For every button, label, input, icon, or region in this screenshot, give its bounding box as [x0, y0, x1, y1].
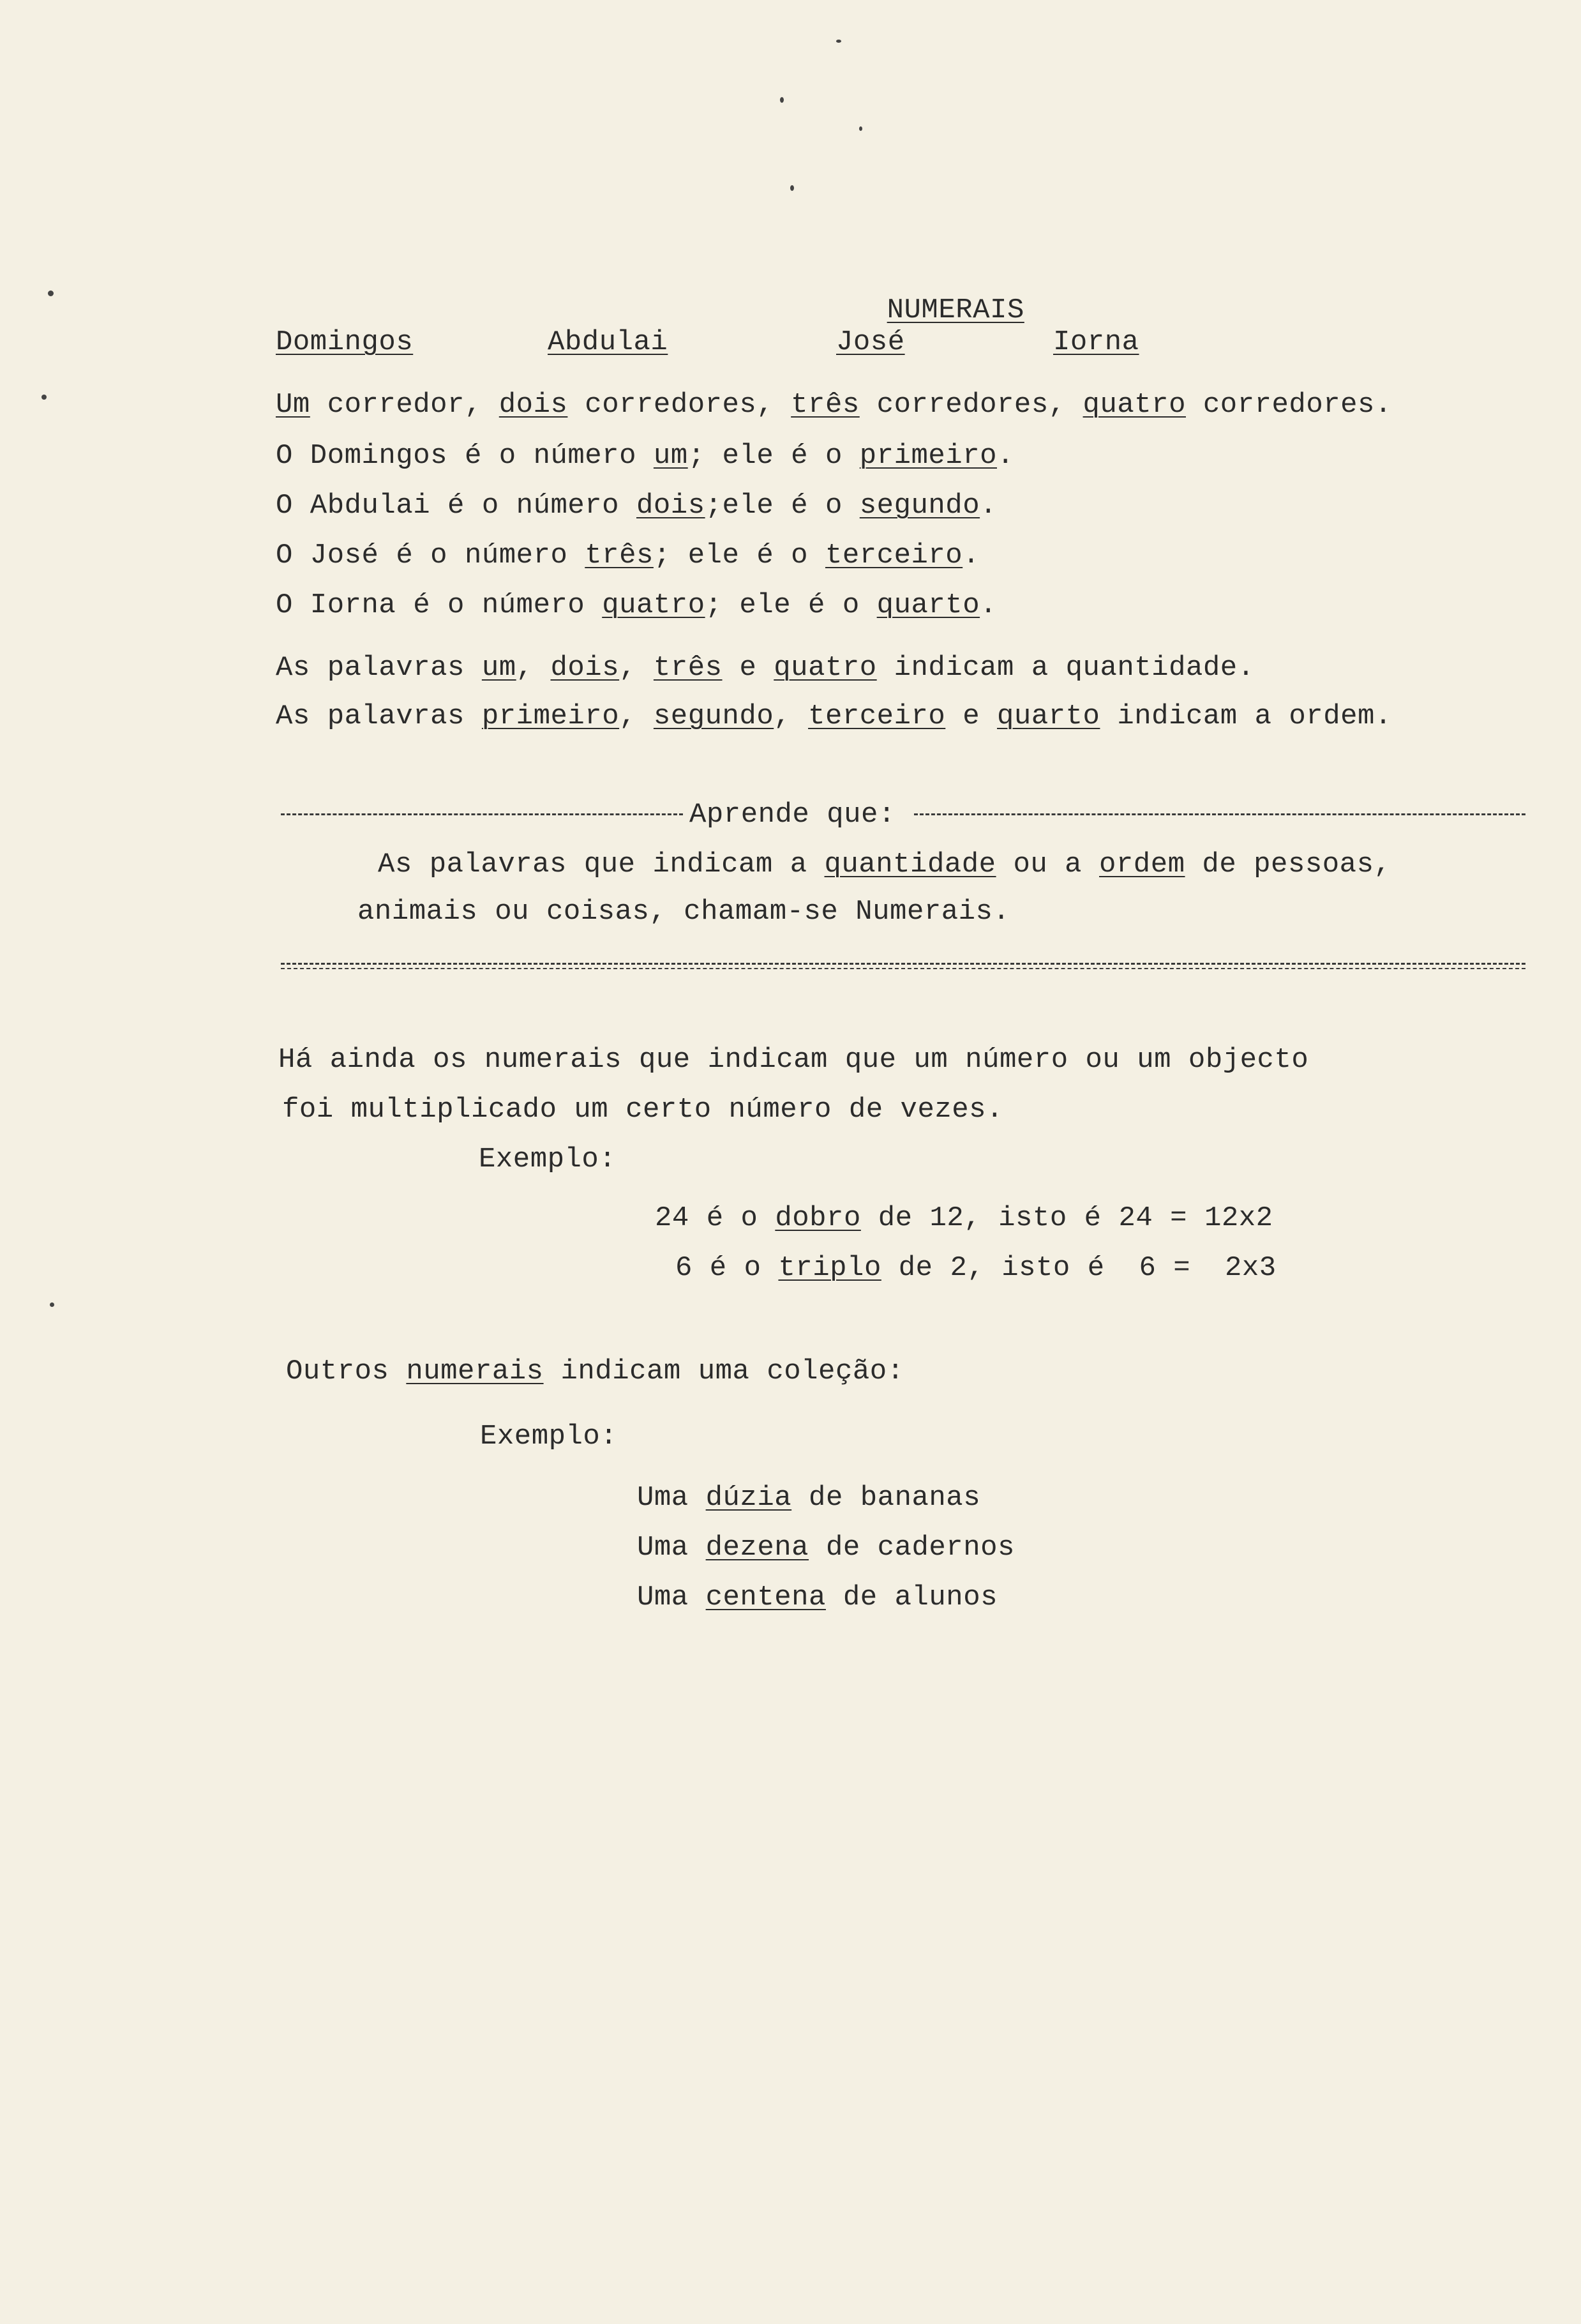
speck-mark: [790, 185, 794, 191]
speck-mark: [41, 395, 47, 400]
name-iorna: Iorna: [1053, 326, 1139, 358]
divider-right: [914, 813, 1525, 815]
sentence-iorna: O Iorna é o número quatro; ele é o quarto.: [276, 589, 998, 621]
speck-mark: [836, 40, 841, 43]
name-jose: José: [836, 326, 905, 358]
example-triplo: 6 é o triplo de 2, isto é 6 = 2x3: [675, 1252, 1277, 1284]
divider-left: [281, 813, 683, 815]
paragraph-multiplicativos-1: Há ainda os numerais que indicam que um número ou um objecto: [278, 1044, 1309, 1076]
aprende-label: Aprende que:: [689, 799, 895, 831]
sentence-abdulai: O Abdulai é o número dois;ele é o segundo.: [276, 490, 998, 522]
sentence-jose: O José é o número três; ele é o terceiro.: [276, 540, 980, 571]
sentence-quantidade: As palavras um, dois, três e quatro indicam a quantidade.: [276, 652, 1255, 684]
speck-mark: [780, 97, 784, 103]
sentence-corredores: Um corredor, dois corredores, três corredores, quatro corredores.: [276, 389, 1392, 421]
exemplo-label: Exemplo:: [479, 1143, 617, 1175]
sentence-ordem: As palavras primeiro, segundo, terceiro e quarto indicam a ordem.: [276, 700, 1392, 732]
name-domingos: Domingos: [276, 326, 414, 358]
sentence-domingos: O Domingos é o número um; ele é o primeiro.: [276, 440, 1014, 472]
paragraph-colecao: Outros numerais indicam uma coleção:: [286, 1355, 904, 1387]
rule-line-1: As palavras que indicam a quantidade ou a ordem de pessoas,: [378, 849, 1391, 880]
divider-bottom-2: [281, 968, 1525, 969]
divider-bottom: [281, 963, 1525, 965]
paragraph-multiplicativos-2: foi multiplicado um certo número de vezes.: [282, 1094, 1003, 1126]
exemplo-label-2: Exemplo:: [480, 1421, 618, 1452]
example-duzia: Uma dúzia de bananas: [637, 1482, 981, 1514]
rule-line-2: animais ou coisas, chamam-se Numerais.: [357, 896, 1010, 928]
page-title: NUMERAIS: [887, 294, 1024, 326]
name-abdulai: Abdulai: [548, 326, 668, 358]
example-dezena: Uma dezena de cadernos: [637, 1532, 1015, 1564]
speck-mark: [859, 126, 862, 131]
example-centena: Uma centena de alunos: [637, 1581, 998, 1613]
example-dobro: 24 é o dobro de 12, isto é 24 = 12x2: [655, 1202, 1273, 1234]
speck-mark: [48, 290, 54, 296]
speck-mark: [50, 1302, 54, 1307]
